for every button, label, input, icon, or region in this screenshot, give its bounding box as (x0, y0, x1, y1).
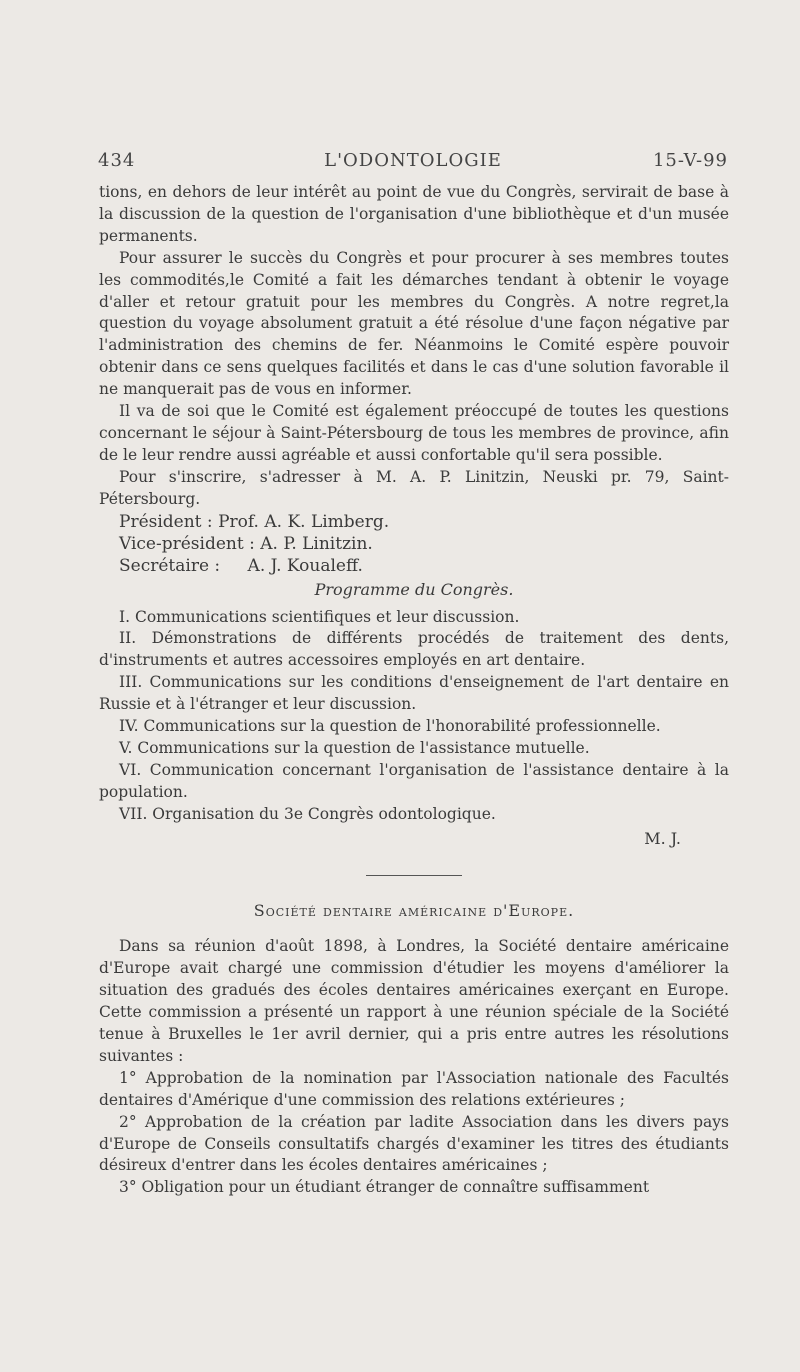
journal-title: L'ODONTOLOGIE (324, 150, 502, 171)
program-item: I. Communications scientifiques et leur discussion. (119, 607, 520, 626)
committee-role: Vice-président : (119, 533, 255, 554)
program-item: III. Communications sur les conditions d'enseignement de l'art dentaire en Russie et à l'étranger et leur discussion. (99, 673, 729, 714)
paragraph: 1° Approbation de la nomination par l'Association nationale des Facultés dentaires d'Amérique d'une commission des relations extérieures ; (99, 1068, 729, 1109)
committee-role: Président : (119, 511, 213, 532)
committee-row (99, 533, 729, 555)
section-divider (366, 875, 462, 876)
paragraph: tions, en dehors de leur intérêt au point de vue du Congrès, servirait de base à la discussion de la question de l'organisation d'une bibliothèque et d'un musée permanents. (99, 183, 729, 245)
page-body (99, 182, 729, 1199)
paragraph: Il va de soi que le Comité est également préoccupé de toutes les questions concernant le séjour à Saint-Pétersbourg de tous les membres de province, afin de le leur rendre aussi agréable et aussi confortable qu'il sera possible. (99, 402, 729, 464)
paragraph: Dans sa réunion d'août 1898, à Londres, la Société dentaire américaine d'Europe avait chargé une commission d'étudier les moyens d'améliorer la situation des gradués des écoles dentaires américaines exerçant en Europe. Cette commission a présenté un rapport à une réunion spéciale de la Société tenue à Bruxelles le 1er avril dernier, qui a pris entre autres les résolutions suivantes : (99, 937, 729, 1065)
page-number: 434 (98, 150, 136, 171)
program-list (99, 607, 729, 826)
committee-name: A. J. Koualeff. (247, 555, 363, 576)
program-item: V. Communications sur la question de l'assistance mutuelle. (119, 738, 590, 757)
program-title: Programme du Congrès. (314, 579, 514, 599)
committee-name: Prof. A. K. Limberg. (218, 511, 390, 532)
paragraph: 3° Obligation pour un étudiant étranger de connaître suffisamment (119, 1178, 650, 1197)
program-item: IV. Communications sur la question de l'honorabilité professionnelle. (119, 717, 661, 736)
running-header (98, 150, 728, 174)
signature: M. J. (644, 828, 681, 848)
program-item: VII. Organisation du 3e Congrès odontologique. (119, 804, 496, 823)
program-item: VI. Communication concernant l'organisation de l'assistance dentaire à la population. (99, 760, 729, 801)
committee-list (99, 511, 729, 577)
committee-name: A. P. Linitzin. (260, 533, 373, 554)
committee-row (99, 511, 729, 533)
section-title: Société dentaire américaine d'Europe. (253, 901, 575, 921)
program-item: II. Démonstrations de différents procédés de traitement des dents, d'instruments et autres accessoires employés en art dentaire. (99, 629, 729, 670)
paragraph: Pour assurer le succès du Congrès et pour procurer à ses membres toutes les commodités,le Comité a fait les démarches tendant à obtenir le voyage d'aller et retour gratuit pour les membres du Congrès. A notre regret,la question du voyage absolument gratuit a été résolue d'une façon négative par l'administration des chemins de fer. Néanmoins le Comité espère pouvoir obtenir dans ce sens quelques facilités et dans le cas d'une solution favorable il ne manquerait pas de vous en informer. (99, 248, 729, 399)
paragraph: Pour s'inscrire, s'adresser à M. A. P. Linitzin, Neuski pr. 79, Saint-Pétersbourg. (99, 467, 729, 508)
issue-date: 15-V-99 (652, 150, 728, 171)
committee-row (99, 555, 729, 577)
paragraph: 2° Approbation de la création par ladite Association dans les divers pays d'Europe de Conseils consultatifs chargés d'examiner les titres des étudiants désireux d'entrer dans les écoles dentaires américaines ; (99, 1112, 729, 1175)
committee-role: Secrétaire : (119, 555, 221, 576)
